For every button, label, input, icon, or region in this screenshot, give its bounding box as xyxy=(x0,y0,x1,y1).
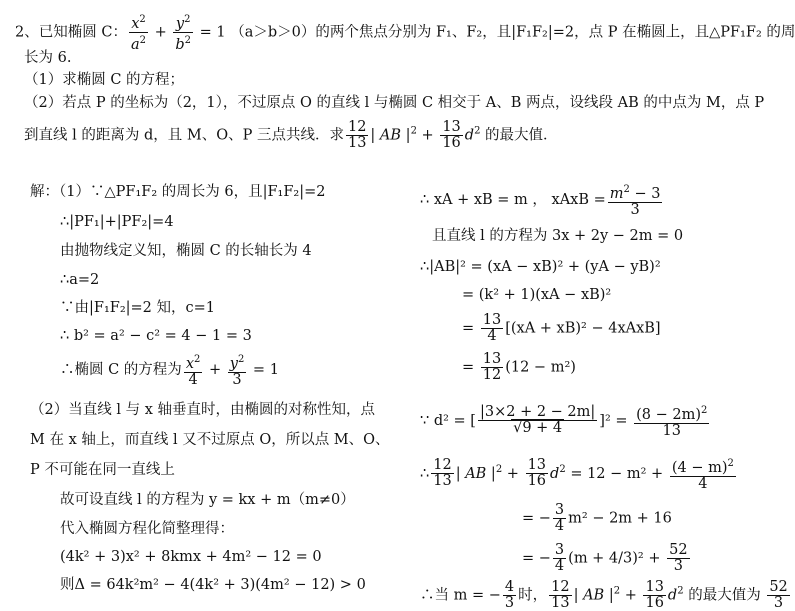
sol-left-13: (4k² + 3)x² + 8kmx + 4m² − 12 = 0 xyxy=(60,549,322,565)
problem-line-2: 长为 6. xyxy=(24,50,72,66)
sol-right-9: = − $\frac{3}{4}$ m² − 2m + 16 xyxy=(522,502,672,534)
sol-right-8: ∴ $\frac{12}{13}$ | AB $|^2$ + $\frac{13}{16}$ $d^2 = 12 - m^2$ + $\frac{(4 - m)^2}{4}$ xyxy=(420,457,734,492)
sol-left-1: 解：（1）∵△PF₁F₂ 的周长为 6，且|F₁F₂|=2 xyxy=(30,184,326,200)
ellipse-term-x: $\frac{x^2}{a^2}$ xyxy=(130,14,146,53)
sol-left-9: M 在 x 轴上，而直线 l 又不过原点 O，所以点 M、O、 xyxy=(30,432,390,448)
sol-right-10: = − $\frac{3}{4}$ (m + 4/3)² + $\frac{52}{3}$ xyxy=(522,542,688,574)
sol-left-3: 由抛物线定义知，椭圆 C 的长轴长为 4 xyxy=(60,243,312,259)
sol-left-4: ∴a=2 xyxy=(60,272,100,288)
problem-condition: （a＞b＞0）的两个焦点分别为 F₁、F₂，且|F₁F₂|=2，点 P 在椭圆上，且△PF₁F₂ 的周 xyxy=(230,24,795,41)
sol-right-3: ∴|AB|² = (xA − xB)² + (yA − yB)² xyxy=(420,259,661,275)
problem-part-1: （1）求椭圆 C 的方程； xyxy=(24,72,185,88)
sol-right-4: = (k² + 1)(xA − xB)² xyxy=(462,287,612,303)
sol-left-8: （2）当直线 l 与 x 轴垂直时，由椭圆的对称性知，点 xyxy=(30,402,375,418)
sol-left-14: 则Δ = 64k²m² − 4(4k² + 3)(4m² − 12) > 0 xyxy=(60,577,366,593)
sol-right-1: ∴ xA + xB = m ， xAxB = $\frac{m^2 - 3}{3}$ xyxy=(420,184,661,218)
sol-left-7: ∴椭圆 C 的方程为 $\frac{x^2}{4}$ + $\frac{y^2}{3}$ = 1 xyxy=(60,354,279,388)
sol-left-12: 代入椭圆方程化简整理得： xyxy=(60,521,234,537)
sol-right-5: = $\frac{13}{4}$ [(xA + xB)² − 4xAxB] xyxy=(462,312,661,344)
problem-number: 2、 xyxy=(15,24,39,41)
sol-left-11: 故可设直线 l 的方程为 y = kx + m（m≠0） xyxy=(60,492,355,508)
sol-left-6: ∴ b² = a² − c² = 4 − 1 = 3 xyxy=(60,328,252,344)
problem-line-1: 2、已知椭圆 C： $\frac{x^2}{a^2}$ + $\frac{y^2}{b^2}$ = 1 （a＞b＞0）的两个焦点分别为 F₁、F₂，且|F₁F₂|=2，点 P 在椭圆上，且△PF₁F₂ 的周 xyxy=(15,14,795,53)
sol-left-10: P 不可能在同一直线上 xyxy=(30,462,175,478)
problem-part-2-line-2: 到直线 l 的距离为 d，且 M、O、P 三点共线．求 $\frac{12}{13}$ | AB $|^2$ + $\frac{13}{16}$ $d^2$ 的最大值． xyxy=(24,119,558,151)
sol-left-5: ∵由|F₁F₂|=2 知，c=1 xyxy=(60,300,215,316)
sol-right-2: 且直线 l 的方程为 3x + 2y − 2m = 0 xyxy=(432,228,684,244)
ellipse-term-y: $\frac{y^2}{b^2}$ xyxy=(175,14,192,53)
sol-right-6: = $\frac{13}{12}$ (12 − m²) xyxy=(462,351,576,383)
sol-right-11: ∴当 m = − $\frac{4}{3}$ 时， $\frac{12}{13}$ | AB $|^2$ + $\frac{13}{16}$ $d^2$ 的最大值为 $\frac{52}{3}$ xyxy=(420,579,788,611)
problem-part-2-line-1: （2）若点 P 的坐标为（2，1），不过原点 O 的直线 l 与椭圆 C 相交于 A、B 两点，设线段 AB 的中点为 M，点 P xyxy=(24,95,765,111)
sol-right-7: ∵ d² = [ $\frac{|3\times 2 + 2 - 2m|}{√9 + 4}$ ]² = $\frac{(8 - 2m)^2}{13}$ xyxy=(420,404,708,439)
problem-intro: 已知椭圆 C： xyxy=(38,24,127,41)
sol-left-2: ∴|PF₁|+|PF₂|=4 xyxy=(60,214,174,230)
